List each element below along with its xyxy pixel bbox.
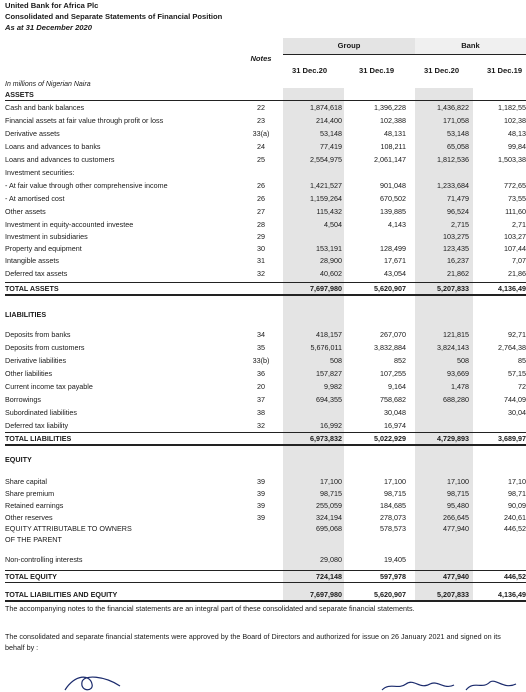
row-label: OF THE PARENT (5, 535, 62, 544)
value-group-2020: 28,900 (320, 256, 342, 265)
rule-below-total-assets (5, 294, 526, 296)
row-note: 27 (257, 207, 265, 216)
value-bank-2019: 98,71 (508, 489, 526, 498)
row-label: Investment in equity-accounted investee (5, 220, 134, 229)
value-group-2020: 7,697,980 (310, 284, 342, 293)
value-group-2020: 1,421,527 (310, 181, 342, 190)
value-group-2019: 16,974 (384, 421, 406, 430)
table-row (0, 524, 526, 534)
row-label: Current income tax payable (5, 382, 93, 391)
header-rule (283, 54, 526, 55)
table-row (0, 382, 526, 392)
value-group-2019: 852 (394, 356, 406, 365)
row-label: Retained earnings (5, 501, 64, 510)
row-note: 39 (257, 477, 265, 486)
rule-above-total-liabilities (5, 432, 526, 433)
row-note: 37 (257, 395, 265, 404)
row-label: Deferred tax assets (5, 269, 68, 278)
value-bank-2019: 73,55 (508, 194, 526, 203)
row-label: Loans and advances to banks (5, 142, 101, 151)
value-group-2020: 9,982 (324, 382, 342, 391)
row-label: EQUITY (5, 455, 32, 464)
value-bank-2019: 72 (518, 382, 526, 391)
row-note: 33(b) (252, 356, 270, 365)
table-row (0, 103, 526, 113)
value-bank-2020: 21,862 (447, 269, 469, 278)
value-group-2020: 29,080 (320, 555, 342, 564)
value-bank-2019: 30,04 (508, 408, 526, 417)
table-row (0, 207, 526, 217)
value-group-2019: 1,396,228 (374, 103, 406, 112)
row-label: Intangible assets (5, 256, 59, 265)
row-note: 39 (257, 513, 265, 522)
value-group-2019: 108,211 (380, 142, 406, 151)
row-label: ASSETS (5, 90, 34, 99)
row-label: TOTAL EQUITY (5, 572, 57, 581)
value-bank-2020: 16,237 (447, 256, 469, 265)
table-row (0, 555, 526, 565)
value-bank-2019: 111,60 (505, 207, 526, 216)
row-note: 32 (257, 269, 265, 278)
value-group-2019: 17,100 (384, 477, 406, 486)
unit-label: In millions of Nigerian Naira (5, 81, 91, 88)
row-label: Borrowings (5, 395, 41, 404)
row-label: Share premium (5, 489, 55, 498)
value-bank-2020: 1,478 (451, 382, 469, 391)
table-row (0, 90, 526, 100)
value-bank-2019: 48,13 (508, 129, 526, 138)
rule-above-total-assets (5, 282, 526, 283)
table-row (0, 501, 526, 511)
statement-title: Consolidated and Separate Statements of Financial Position (5, 12, 223, 21)
rule-below-total-equity (5, 582, 526, 583)
row-label: EQUITY ATTRIBUTABLE TO OWNERS (5, 524, 132, 533)
table-row (0, 181, 526, 191)
value-group-2019: 43,054 (384, 269, 406, 278)
value-group-2019: 5,022,929 (374, 434, 406, 443)
value-group-2020: 418,157 (316, 330, 342, 339)
value-group-2019: 4,143 (388, 220, 406, 229)
value-bank-2019: 7,07 (512, 256, 526, 265)
row-label: - At fair value through other comprehensive income (5, 181, 168, 190)
value-group-2020: 508 (330, 356, 342, 365)
table-row (0, 330, 526, 340)
value-group-2019: 184,685 (380, 501, 406, 510)
value-group-2019: 98,715 (384, 489, 406, 498)
row-note: 28 (257, 220, 265, 229)
row-note: 23 (257, 116, 265, 125)
row-label: Derivative liabilities (5, 356, 67, 365)
col-group-2020: 31 Dec.20 (292, 66, 328, 75)
row-label: Subordinated liabilities (5, 408, 77, 417)
value-bank-2019: 3,689,97 (498, 434, 526, 443)
value-group-2020: 77,419 (320, 142, 342, 151)
table-row (0, 535, 526, 545)
signature-right (380, 676, 520, 692)
table-row (0, 356, 526, 366)
value-bank-2020: 266,645 (443, 513, 469, 522)
table-row (0, 395, 526, 405)
value-group-2019: 17,671 (384, 256, 406, 265)
value-group-2020: 214,400 (316, 116, 342, 125)
value-group-2020: 17,100 (320, 477, 342, 486)
value-group-2019: 578,573 (380, 524, 406, 533)
company-name: United Bank for Africa Plc (5, 1, 99, 10)
row-label: Other assets (5, 207, 46, 216)
table-row (0, 244, 526, 254)
value-group-2020: 157,827 (316, 369, 342, 378)
value-group-2020: 694,355 (316, 395, 342, 404)
value-bank-2019: 21,86 (508, 269, 526, 278)
row-label: TOTAL ASSETS (5, 284, 59, 293)
value-group-2019: 102,388 (380, 116, 406, 125)
table-row (0, 455, 526, 465)
value-bank-2020: 103,275 (443, 232, 469, 241)
table-row (0, 513, 526, 523)
value-bank-2020: 93,669 (447, 369, 469, 378)
value-group-2019: 48,131 (384, 129, 406, 138)
value-group-2020: 7,697,980 (310, 590, 342, 599)
row-note: 25 (257, 155, 265, 164)
value-bank-2020: 1,436,822 (437, 103, 469, 112)
value-group-2020: 153,191 (316, 244, 342, 253)
table-row (0, 590, 526, 600)
value-bank-2019: 107,44 (504, 244, 526, 253)
value-group-2020: 6,973,832 (310, 434, 342, 443)
value-bank-2019: 92,71 (508, 330, 526, 339)
value-bank-2019: 17,10 (508, 477, 526, 486)
value-group-2019: 901,048 (380, 181, 406, 190)
row-note: 39 (257, 489, 265, 498)
row-note: 29 (257, 232, 265, 241)
value-group-2020: 324,194 (316, 513, 342, 522)
row-label: TOTAL LIABILITIES AND EQUITY (5, 590, 118, 599)
value-bank-2020: 95,480 (447, 501, 469, 510)
value-bank-2019: 744,09 (504, 395, 526, 404)
value-bank-2020: 508 (457, 356, 469, 365)
value-bank-2020: 17,100 (447, 477, 469, 486)
row-note: 22 (257, 103, 265, 112)
value-bank-2020: 96,524 (447, 207, 469, 216)
bank-header: Bank (461, 41, 480, 50)
col-bank-2020: 31 Dec.20 (424, 66, 460, 75)
value-bank-2019: 2,71 (512, 220, 526, 229)
value-group-2020: 1,159,264 (310, 194, 342, 203)
row-label: Financial assets at fair value through profit or loss (5, 116, 164, 125)
row-note: 32 (257, 421, 265, 430)
value-group-2019: 139,885 (380, 207, 406, 216)
value-bank-2019: 1,182,55 (498, 103, 526, 112)
value-bank-2020: 1,233,684 (437, 181, 469, 190)
row-label: - At amortised cost (5, 194, 65, 203)
value-bank-2020: 3,824,143 (437, 343, 469, 352)
value-group-2019: 670,502 (380, 194, 406, 203)
value-bank-2020: 5,207,833 (437, 284, 469, 293)
value-bank-2020: 4,729,893 (437, 434, 469, 443)
value-bank-2020: 477,940 (443, 572, 469, 581)
value-bank-2020: 123,435 (443, 244, 469, 253)
row-note: 24 (257, 142, 265, 151)
value-group-2020: 1,874,618 (310, 103, 342, 112)
value-group-2020: 2,554,975 (310, 155, 342, 164)
value-bank-2019: 446,52 (504, 572, 526, 581)
value-bank-2019: 1,503,38 (498, 155, 526, 164)
value-group-2019: 278,073 (380, 513, 406, 522)
value-bank-2020: 1,812,536 (437, 155, 469, 164)
value-group-2019: 9,164 (388, 382, 406, 391)
value-bank-2019: 4,136,49 (498, 590, 526, 599)
col-bank-2019: 31 Dec.19 (487, 66, 523, 75)
value-bank-2020: 53,148 (447, 129, 469, 138)
table-row (0, 220, 526, 230)
value-group-2020: 98,715 (320, 489, 342, 498)
table-row (0, 408, 526, 418)
statement-date: As at 31 December 2020 (5, 23, 92, 32)
row-label: Investment securities: (5, 168, 75, 177)
row-note: 38 (257, 408, 265, 417)
table-row (0, 269, 526, 279)
value-bank-2020: 71,479 (447, 194, 469, 203)
value-group-2019: 128,499 (380, 244, 406, 253)
table-row (0, 572, 526, 582)
row-note: 20 (257, 382, 265, 391)
value-group-2020: 695,068 (316, 524, 342, 533)
value-group-2020: 115,432 (316, 207, 342, 216)
row-note: 39 (257, 501, 265, 510)
row-note: 26 (257, 181, 265, 190)
value-bank-2020: 98,715 (447, 489, 469, 498)
table-row (0, 421, 526, 431)
table-row (0, 256, 526, 266)
value-bank-2020: 477,940 (443, 524, 469, 533)
value-group-2020: 16,992 (320, 421, 342, 430)
value-group-2020: 255,059 (316, 501, 342, 510)
row-note: 26 (257, 194, 265, 203)
row-label: Other liabilities (5, 369, 53, 378)
row-label: Property and equipment (5, 244, 82, 253)
notes-header: Notes (250, 54, 272, 63)
value-group-2019: 5,620,907 (374, 284, 406, 293)
value-group-2020: 40,602 (320, 269, 342, 278)
table-row (0, 489, 526, 499)
value-group-2019: 267,070 (380, 330, 406, 339)
value-bank-2019: 446,52 (504, 524, 526, 533)
value-bank-2020: 2,715 (451, 220, 469, 229)
table-row (0, 343, 526, 353)
value-group-2019: 758,682 (380, 395, 406, 404)
value-bank-2020: 688,280 (443, 395, 469, 404)
table-row (0, 434, 526, 444)
row-label: Derivative assets (5, 129, 60, 138)
row-note: 30 (257, 244, 265, 253)
value-bank-2020: 5,207,833 (437, 590, 469, 599)
row-label: Deposits from customers (5, 343, 85, 352)
value-group-2019: 3,832,884 (374, 343, 406, 352)
row-label: Cash and bank balances (5, 103, 85, 112)
value-group-2019: 19,405 (384, 555, 406, 564)
row-label: LIABILITIES (5, 310, 47, 319)
table-row (0, 129, 526, 139)
value-bank-2019: 2,764,38 (498, 343, 526, 352)
table-row (0, 369, 526, 379)
table-row (0, 310, 526, 320)
row-label: TOTAL LIABILITIES (5, 434, 72, 443)
table-row (0, 284, 526, 294)
table-row (0, 142, 526, 152)
value-bank-2020: 65,058 (447, 142, 469, 151)
value-bank-2019: 4,136,49 (498, 284, 526, 293)
value-group-2019: 2,061,147 (374, 155, 406, 164)
value-group-2019: 597,978 (380, 572, 406, 581)
row-label: Non-controlling interests (5, 555, 83, 564)
value-bank-2019: 57,15 (508, 369, 526, 378)
table-row (0, 477, 526, 487)
row-label: Deposits from banks (5, 330, 71, 339)
value-bank-2019: 103,27 (504, 232, 526, 241)
value-bank-2019: 240,61 (504, 513, 526, 522)
table-row (0, 232, 526, 242)
row-label: Deferred tax liability (5, 421, 69, 430)
value-group-2020: 724,148 (316, 572, 342, 581)
value-group-2020: 4,504 (324, 220, 342, 229)
rule-top-assets (5, 100, 526, 101)
value-bank-2019: 85 (518, 356, 526, 365)
value-group-2020: 53,148 (320, 129, 342, 138)
table-row (0, 116, 526, 126)
group-header: Group (337, 41, 361, 50)
value-bank-2019: 772,65 (504, 181, 526, 190)
row-label: Other reserves (5, 513, 53, 522)
value-group-2019: 30,048 (384, 408, 406, 417)
signature-left (60, 672, 140, 692)
value-bank-2019: 99,84 (508, 142, 526, 151)
footer-note-1: The accompanying notes to the financial statements are an integral part of these consolidated and separate financial statements. (5, 604, 415, 613)
value-group-2019: 5,620,907 (374, 590, 406, 599)
row-note: 33(a) (252, 129, 270, 138)
col-group-2019: 31 Dec.19 (359, 66, 395, 75)
value-bank-2019: 90,09 (508, 501, 526, 510)
row-note: 36 (257, 369, 265, 378)
table-row (0, 155, 526, 165)
row-note: 31 (257, 256, 265, 265)
value-group-2020: 5,676,011 (310, 343, 342, 352)
row-label: Investment in subsidiaries (5, 232, 88, 241)
rule-below-total-liabilities (5, 444, 526, 446)
row-note: 34 (257, 330, 265, 339)
row-label: Share capital (5, 477, 47, 486)
table-row (0, 194, 526, 204)
footer-note-2: The consolidated and separate financial statements were approved by the Board of Directors and authorized for issue on 26 January 2021 and signed on its behalf by : (5, 632, 501, 652)
row-label: Loans and advances to customers (5, 155, 115, 164)
value-bank-2019: 102,38 (504, 116, 526, 125)
value-group-2019: 107,255 (380, 369, 406, 378)
rule-above-total-equity (5, 570, 526, 571)
value-bank-2020: 171,058 (443, 116, 469, 125)
rule-below-grand-total (5, 600, 526, 602)
table-row (0, 168, 526, 178)
value-bank-2020: 121,815 (443, 330, 469, 339)
row-note: 35 (257, 343, 265, 352)
